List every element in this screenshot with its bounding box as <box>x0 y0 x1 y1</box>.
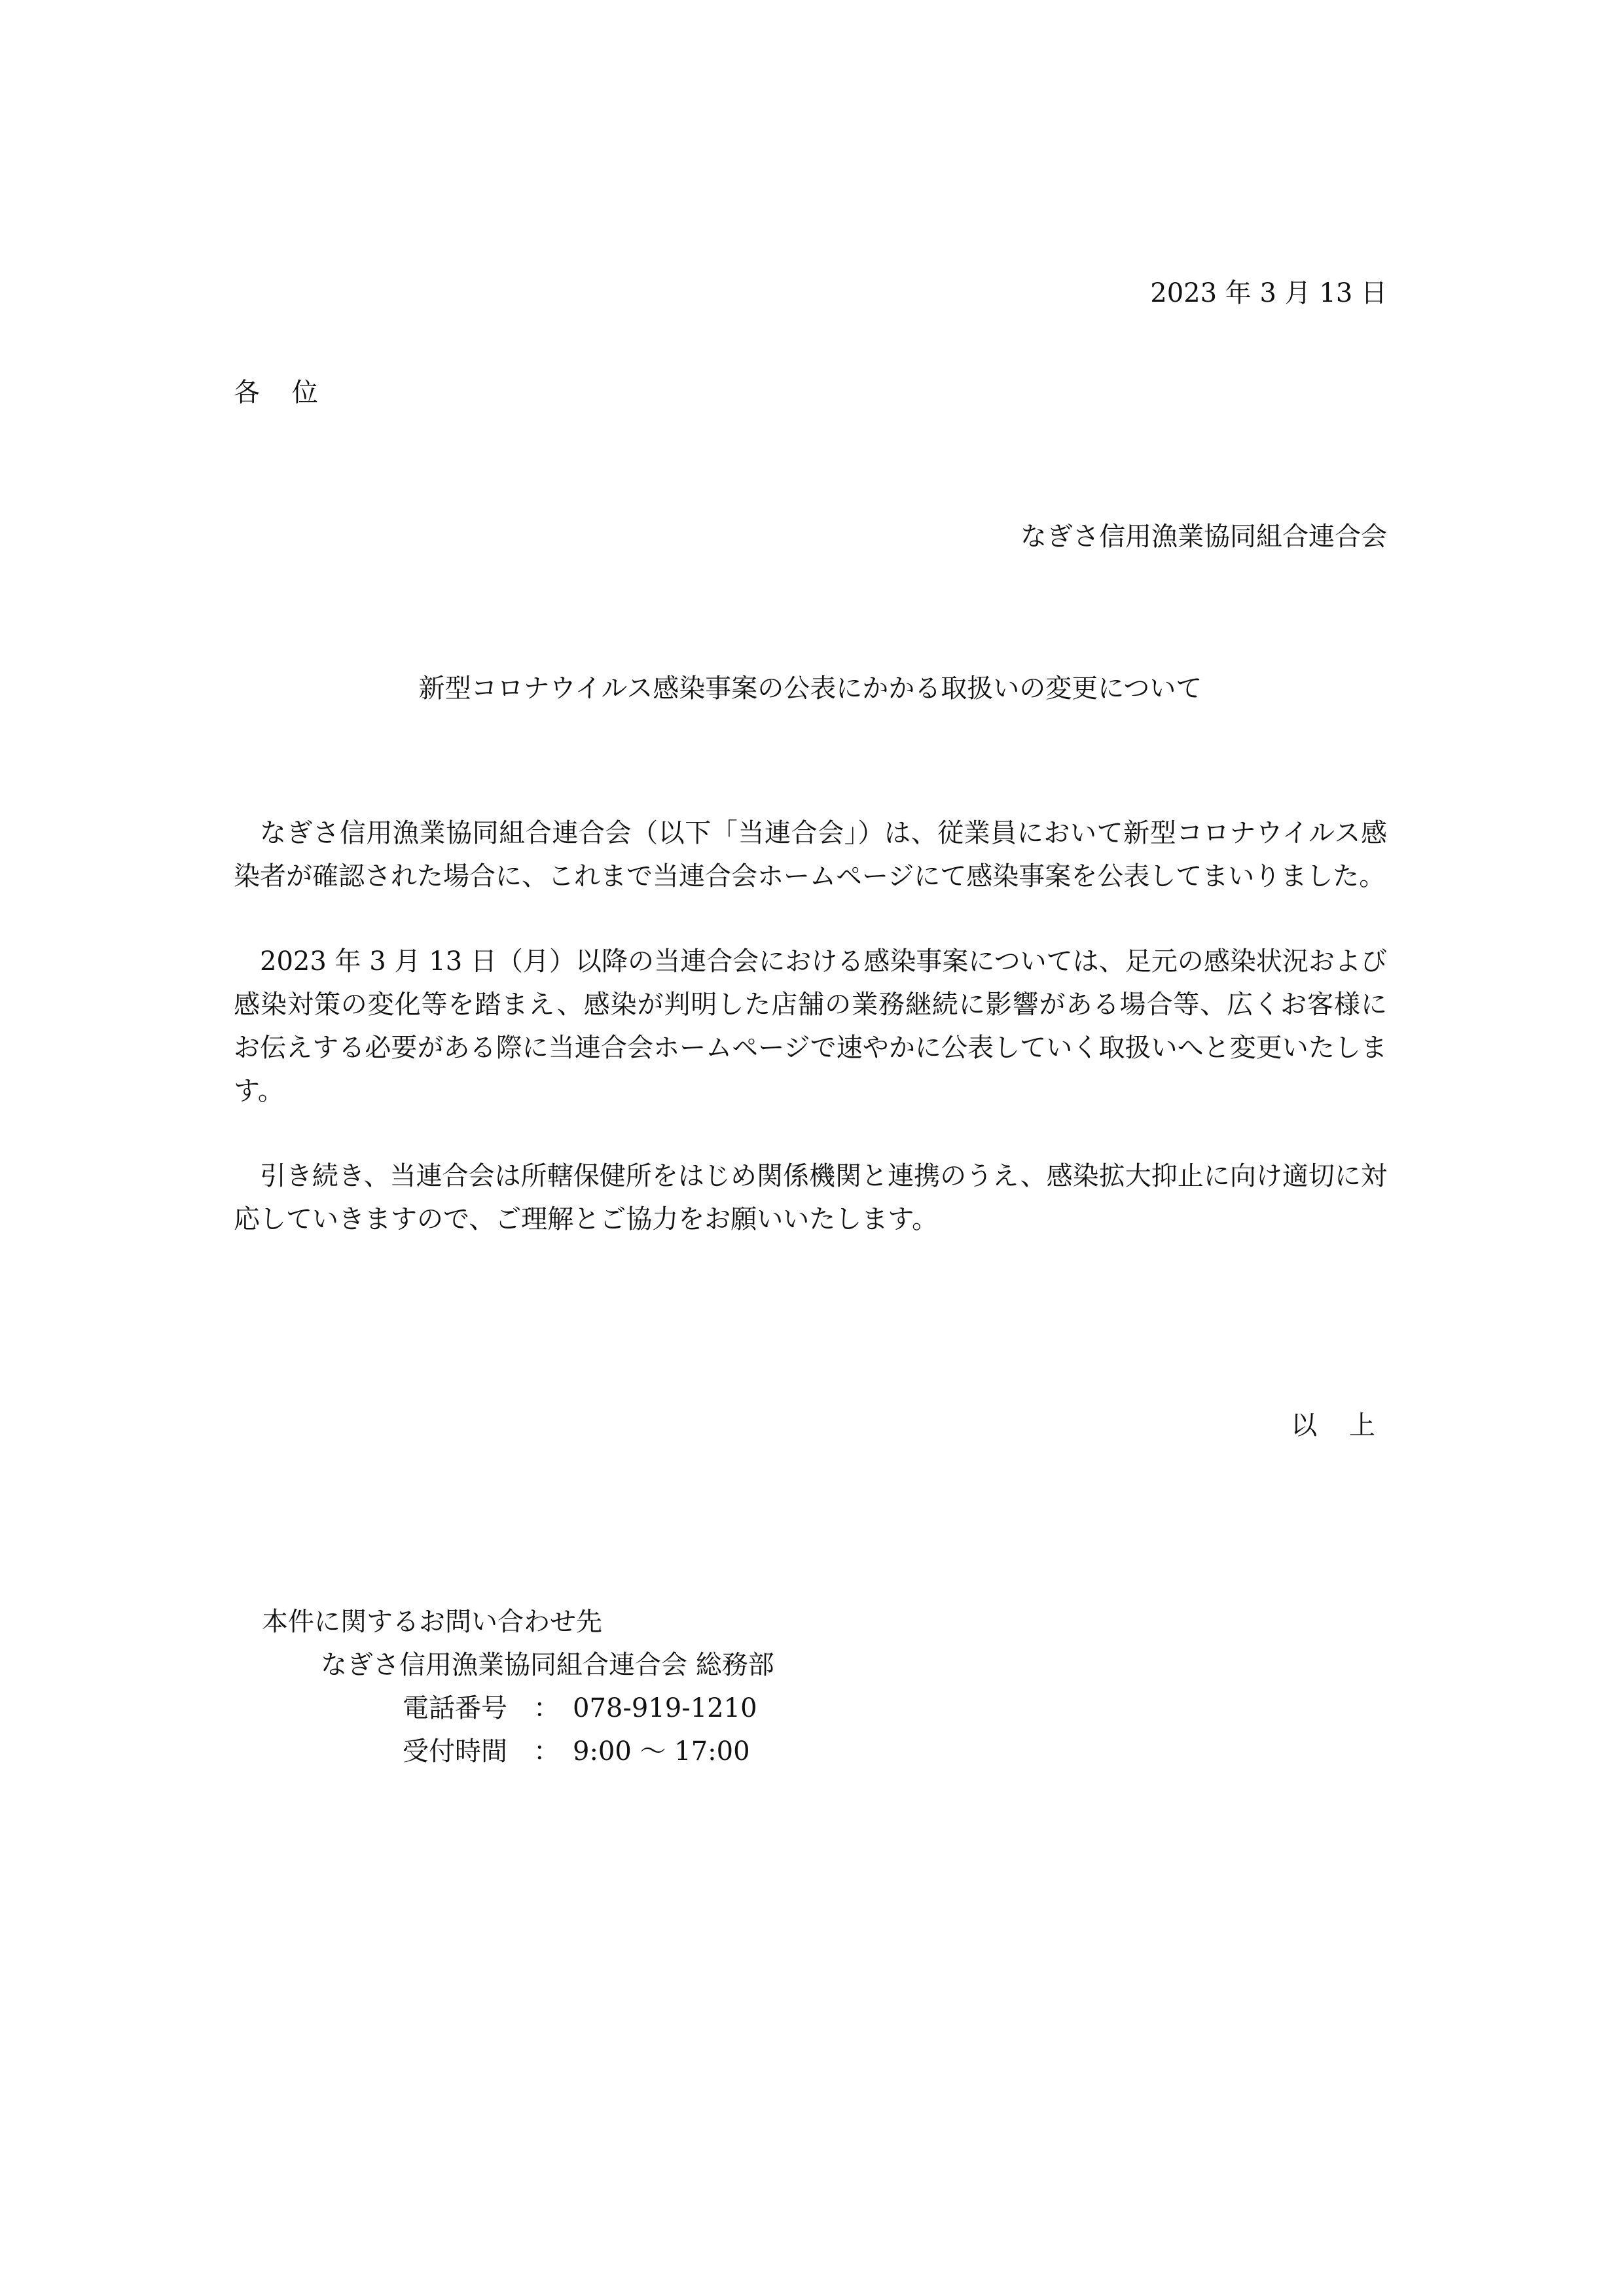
sender-organization: なぎさ信用漁業協同組合連合会 <box>1020 522 1387 552</box>
contact-heading: 本件に関するお問い合わせ先 <box>262 1607 602 1637</box>
phone-label: 電話番号 <box>403 1693 507 1723</box>
hours-label: 受付時間 <box>403 1736 507 1767</box>
contact-hours-row <box>403 1730 774 1773</box>
addressee: 各 位 <box>234 378 330 408</box>
business-hours: 9:00 〜 17:00 <box>573 1736 750 1767</box>
document-title: 新型コロナウイルス感染事案の公表にかかる取扱いの変更について <box>418 673 1202 704</box>
phone-separator: ： <box>533 1693 560 1723</box>
body-paragraph: なぎさ信用漁業協同組合連合会（以下「当連合会」）は、従業員において新型コロナウイルス感染者が確認された場合に、これまで当連合会ホームページにて感染事案を公表してまいりました。 <box>234 818 1387 891</box>
closing-mark: 以 上 <box>1291 1410 1387 1441</box>
body-paragraph: 引き続き、当連合会は所轄保健所をはじめ関係機関と連携のうえ、感染拡大抑止に向け適切に対応していきますので、ご理解とご協力をお願いいたします。 <box>234 1161 1387 1234</box>
contact-organization: なぎさ信用漁業協同組合連合会 総務部 <box>321 1650 774 1680</box>
phone-number: 078-919-1210 <box>573 1693 757 1723</box>
document-date: 2023 年 3 月 13 日 <box>1150 278 1387 308</box>
contact-block <box>262 1600 774 1773</box>
body-paragraph: 2023 年 3 月 13 日（月）以降の当連合会における感染事案については、足元の感染状況および感染対策の変化等を踏まえ、感染が判明した店舗の業務継続に影響がある場合等、広くお客様にお伝えする必要がある際に当連合会ホームページで速やかに公表していく取扱いへと変更いたします。 <box>234 946 1387 1106</box>
contact-phone-row <box>403 1687 774 1730</box>
document-body <box>234 812 1387 1283</box>
hours-separator: ： <box>533 1736 560 1767</box>
